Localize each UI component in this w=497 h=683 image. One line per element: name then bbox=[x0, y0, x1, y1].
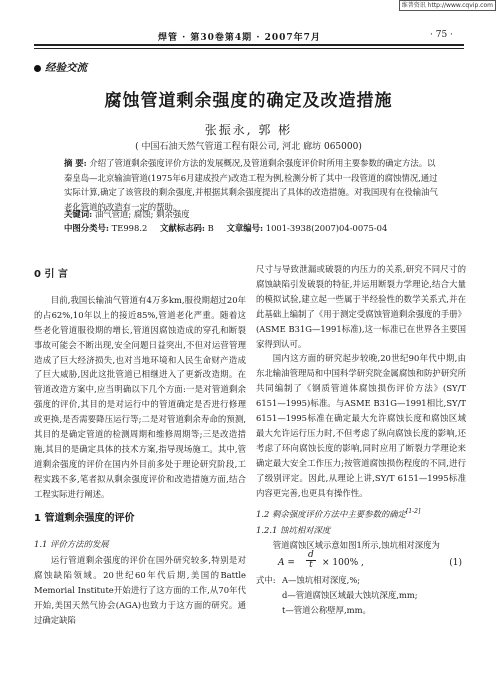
left-column bbox=[34, 262, 246, 628]
right-para-2: 国内这方面的研究起步较晚,20世纪90年代中期,由东北输油管理局和中国科学研究院金属腐蚀和防护研究所共同编制了《钢质管道体腐蚀损伤评价方法》(SY/T 6151—1995)标准。与ASME B31G—1991相比,SY/T 6151—1995标准在确定最大允许腐蚀长度和腐蚀区域最大允许运行压力时,不但考虑了纵向腐蚀长度的影响,还考虑了环向腐蚀长度的影响,同时应用了断裂力学理论来确定最大安全工作压力;按管道腐蚀损伤程度的不同,进行了级别评定。因此,从理论上讲,SY/T 6151—1995标准内容更完善,也更具有操作性。 bbox=[256, 353, 466, 498]
page-number: · 75 · bbox=[430, 30, 453, 40]
formula-1 bbox=[256, 550, 466, 573]
subsection-1-2-text: 1.2 剩余强度评价方法中主要参数的确定 bbox=[256, 508, 406, 519]
subsection-1-2-1-heading: 1.2.1 蚀坑相对深度 bbox=[256, 525, 331, 536]
affiliation: ( 中国石油天然气管道工程有限公司, 河北 廊坊 065000) bbox=[135, 142, 362, 152]
article-title: 腐蚀管道剩余强度的确定及改造措施 bbox=[104, 91, 393, 111]
doc-code-label: 文献标志码: bbox=[160, 223, 205, 233]
where-item: t—管道公称壁厚,mm。 bbox=[282, 604, 371, 615]
abstract-label: 摘 要: bbox=[64, 158, 87, 168]
subsection-1-2-heading bbox=[256, 505, 466, 522]
where-label: 式中: bbox=[256, 575, 276, 586]
abstract bbox=[64, 156, 438, 214]
journal-line: 焊管 · 第30卷第4期 · 2007年7月 bbox=[158, 33, 321, 43]
article-meta bbox=[64, 207, 464, 235]
article-no-value: 1001-3938(2007)04-0075-04 bbox=[265, 223, 388, 233]
subsection-1-2-1-paragraph: 管道腐蚀区域示意如图1所示,蚀坑相对深度为 bbox=[272, 540, 440, 551]
doc-code-value: B bbox=[207, 223, 214, 233]
keywords-text: 油气管道; 腐蚀; 剩余强度 bbox=[94, 209, 190, 219]
formula-rhs: × 100% , bbox=[322, 558, 364, 569]
header-rule-thin bbox=[34, 48, 464, 49]
subsection-1-2-ref: [1-2] bbox=[405, 507, 421, 515]
column-tag-label: 经验交流 bbox=[45, 62, 87, 74]
abstract-text: 介绍了管道剩余强度评价方法的发展概况,及管道剩余强度评价时所用主要参数的确定方法。以秦皇岛—北京输油管道(1975年6月建成投产)改造工程为例,检测分析了其中一段管道的腐蚀情况,通过实际计算,确定了该管段的剩余强度,并根据其剩余强度提出了具体的改造措施。对我国现有在役输油气老化管道的改造有一定的帮助。 bbox=[64, 158, 438, 212]
where-item: A—蚀坑相对深度,%; bbox=[282, 575, 361, 586]
keywords-label: 关键词: bbox=[64, 209, 93, 219]
section-0-heading: 0 引 言 bbox=[34, 269, 68, 280]
where-item: d—管道腐蚀区域最大蚀坑深度,mm; bbox=[282, 589, 418, 600]
watermark: 维普资讯 http://www.cqvip.com bbox=[399, 0, 496, 11]
bullet-icon bbox=[34, 65, 41, 72]
intro-paragraph: 目前,我国长输油气管道有4万多km,服役期超过20年的占62%,10年以上的接近85%,管道老化严重。随着这些老化管道服役期的增长,管道因腐蚀造成的穿孔和断裂事故可能会不断出现,安全问题日益突出,不但对运营管理造成了巨大经济损失,也对当地环境和人民生命财产造成了巨大威胁,因此这批管道已相继进入了更新改造期。在管道改造方案中,应当明确以下几个方面:一是对管道剩余强度的评价,其目的是对运行中的管道确定是否进行修理或更换,是否需要降压运行等;二是对管道剩余寿命的预测,其目的是确定管道的检测周期和维修周期等;三是改造措施,其目的是确定具体的技术方案,指导现场施工。其中,管道剩余强度的评价在国内外目前多处于理论研究阶段,工程实践不多,笔者拟从剩余强度评价和改造措施方面,结合工程实际进行阐述。 bbox=[34, 294, 246, 499]
formula-fraction bbox=[306, 551, 316, 570]
section-1-heading: 1 管道剩余强度的评价 bbox=[34, 512, 135, 524]
formula-legend bbox=[256, 573, 466, 618]
subsection-1-1-paragraph: 运行管道剩余强度的评价在国外研究较多,特别是对腐蚀缺陷领域。20世纪60年代后期,美国的Battle Memorial Institute开始进行了这方面的工作,从70年代开始,美国天然气协会(AGA)也致力于这方面的研究。通过确定缺陷 bbox=[34, 555, 246, 626]
authors: 张振永, 郭 彬 bbox=[204, 123, 293, 137]
subsection-1-1-heading: 1.1 评价方法的发展 bbox=[34, 538, 109, 549]
formula-number: (1) bbox=[449, 558, 462, 569]
formula-lhs: A = bbox=[278, 558, 295, 569]
header-rule-thick bbox=[34, 44, 464, 46]
clc-value: TE998.2 bbox=[111, 223, 148, 233]
right-para-1: 尺寸与导致泄漏或破裂的内压力的关系,研究不同尺寸的腐蚀缺陷引发破裂的特征,并运用断裂力学理论,结合大量的模拟试验,建立起一些属于半经验性的数学关系式,并在此基础上编制了《用于测定受腐蚀管道剩余强度的手册》(ASME B31G—1991标准),这一标准已在世界各主要国家得到认可。 bbox=[256, 264, 466, 349]
right-column bbox=[256, 262, 466, 618]
column-tag bbox=[34, 60, 87, 75]
formula-denominator: t bbox=[309, 560, 313, 571]
article-no-label: 文章编号: bbox=[226, 223, 264, 233]
formula-numerator: d bbox=[308, 550, 314, 561]
clc-label: 中图分类号: bbox=[64, 223, 109, 233]
